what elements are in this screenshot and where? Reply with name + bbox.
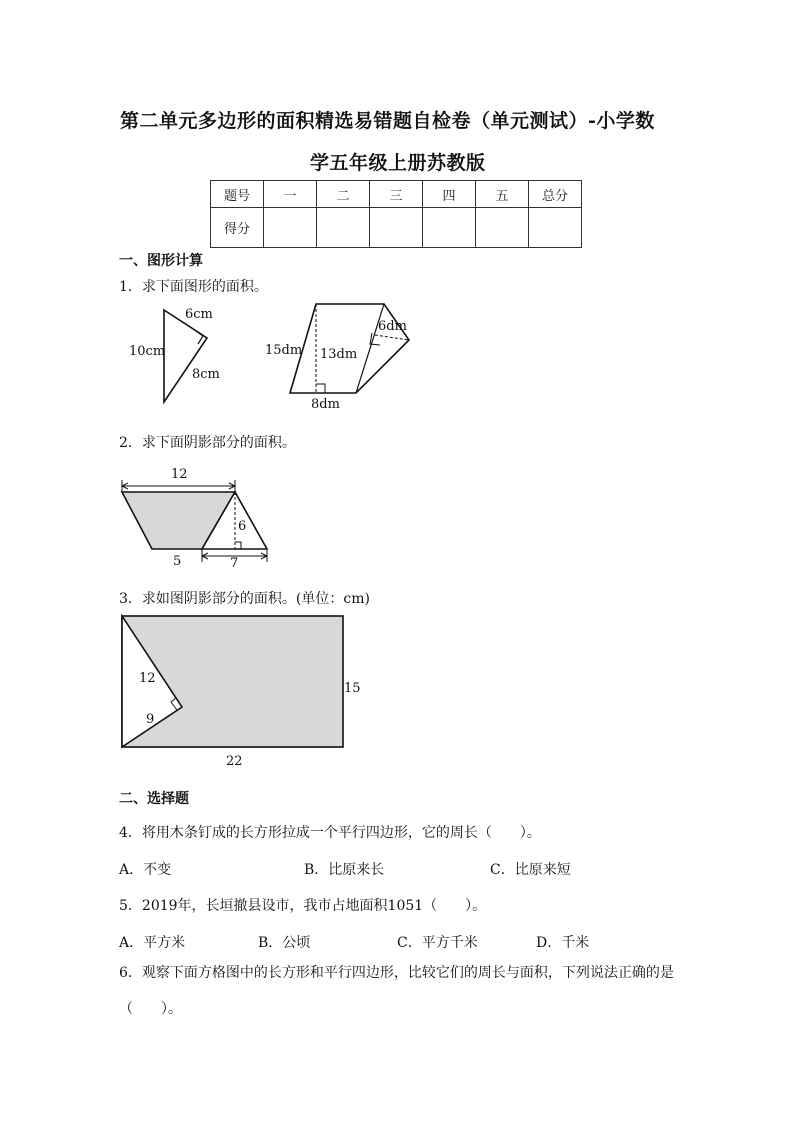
score-table-score-row xyxy=(211,208,582,248)
q1b-label-side: 15dm xyxy=(265,343,303,358)
q1a-label-right: 8cm xyxy=(192,367,220,382)
question-4-text: 4．将用木条钉成的长方形拉成一个平行四边形，它的周长（ ）。 xyxy=(119,825,541,841)
q3-figure xyxy=(115,610,375,770)
q3-label-height: 15 xyxy=(344,681,361,696)
question-1-text: 1．求下面图形的面积。 xyxy=(119,279,268,295)
score-cell[interactable] xyxy=(264,208,317,248)
score-table-header-cell: 三 xyxy=(370,181,423,208)
section-heading-1: 一、图形计算 xyxy=(119,253,203,269)
q4-option-c[interactable]: C．比原来短 xyxy=(490,862,571,878)
question-2-text: 2．求下面阴影部分的面积。 xyxy=(119,435,296,451)
q2-label-height: 6 xyxy=(238,519,247,534)
q2-label-base-left: 5 xyxy=(173,554,182,569)
score-cell[interactable] xyxy=(423,208,476,248)
section-heading-2: 二、选择题 xyxy=(119,791,189,807)
score-table-header-row xyxy=(211,181,582,208)
right-angle-mark xyxy=(196,331,203,344)
question-6-text-cont: （ ）。 xyxy=(119,1001,182,1017)
q2-label-base-right: 7 xyxy=(230,556,239,571)
q3-label-b: 9 xyxy=(146,712,155,727)
q2-figure xyxy=(115,462,285,574)
triangle-shape xyxy=(164,310,207,402)
question-6-text: 6．观察下面方格图中的长方形和平行四边形，比较它们的周长与面积，下列说法正确的是 xyxy=(119,965,674,981)
score-cell[interactable] xyxy=(317,208,370,248)
score-table-row-label: 得分 xyxy=(211,208,264,248)
q4-option-a[interactable]: A．不变 xyxy=(119,862,172,878)
page-title-line1: 第二单元多边形的面积精选易错题自检卷（单元测试）-小学数 xyxy=(120,110,655,132)
q5-option-a[interactable]: A．平方米 xyxy=(119,935,186,951)
q1-figure-triangle xyxy=(120,300,230,410)
score-table-header-cell: 题号 xyxy=(211,181,264,208)
q3-label-a: 12 xyxy=(139,671,156,686)
score-table-header-cell: 四 xyxy=(423,181,476,208)
q5-option-c[interactable]: C．平方千米 xyxy=(397,935,478,951)
q1a-label-top: 6cm xyxy=(185,307,213,322)
q1a-label-left: 10cm xyxy=(129,344,166,359)
score-table xyxy=(210,180,582,248)
score-table-header-cell: 总分 xyxy=(529,181,582,208)
score-cell[interactable] xyxy=(476,208,529,248)
score-cell[interactable] xyxy=(529,208,582,248)
q1-figure-parallelogram xyxy=(262,298,422,416)
q3-label-width: 22 xyxy=(226,754,243,769)
question-5-text: 5．2019年，长垣撤县设市，我市占地面积1051（ ）。 xyxy=(119,898,487,914)
q1b-label-height: 13dm xyxy=(320,347,358,362)
score-table-header-cell: 二 xyxy=(317,181,370,208)
q1b-label-slant: 6dm xyxy=(378,319,407,334)
q2-label-top: 12 xyxy=(171,467,188,482)
right-angle-mark xyxy=(316,384,325,393)
score-cell[interactable] xyxy=(370,208,423,248)
score-table-header-cell: 五 xyxy=(476,181,529,208)
q5-option-d[interactable]: D．千米 xyxy=(536,935,590,951)
question-3-text: 3．求如图阴影部分的面积。(单位：cm) xyxy=(119,591,370,607)
page-title-line2: 学五年级上册苏教版 xyxy=(310,152,486,174)
score-table-header-cell: 一 xyxy=(264,181,317,208)
q5-option-b[interactable]: B．公顷 xyxy=(258,935,311,951)
slant-perp-line xyxy=(375,335,409,340)
q4-option-b[interactable]: B．比原来长 xyxy=(304,862,385,878)
q1b-label-base: 8dm xyxy=(311,397,340,412)
